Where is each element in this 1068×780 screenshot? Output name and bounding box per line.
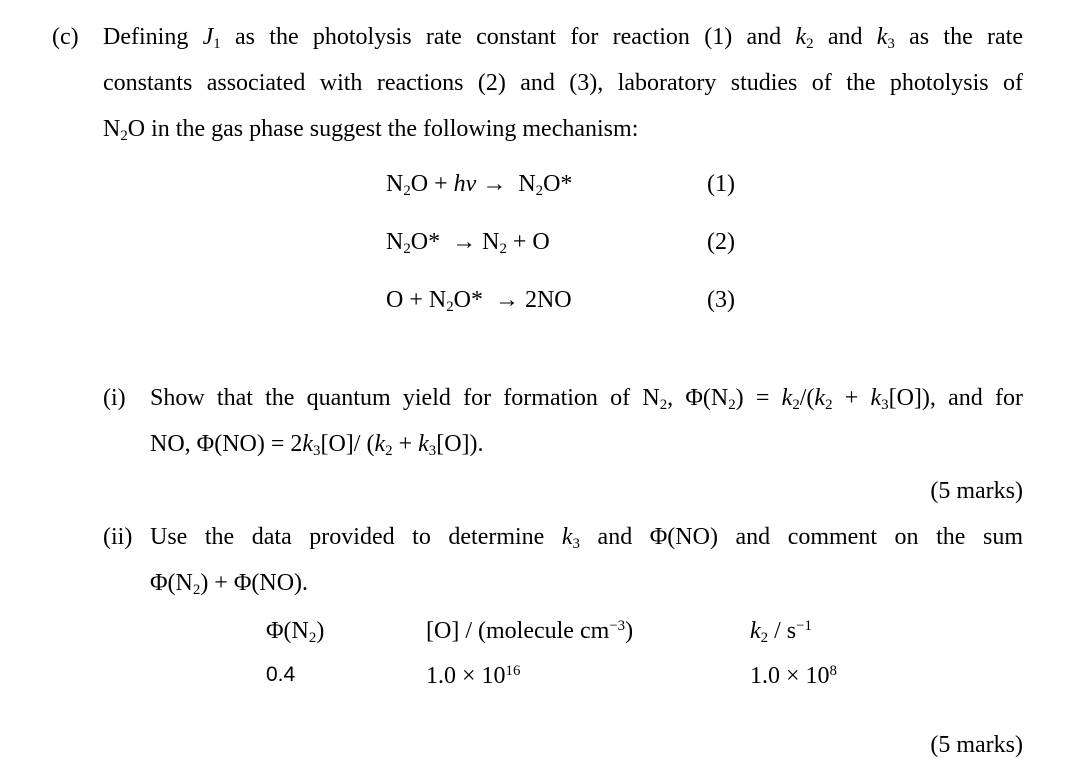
reaction-number: (3) xyxy=(707,287,735,313)
part-label: (c) xyxy=(52,24,79,50)
intro-line-3: $N_2O$ in the gas phase suggest the following mechanism: xyxy=(103,116,639,145)
table-header: $k_2 / s^{-1}$ xyxy=(750,617,812,647)
sub-i-line-2: NO, $\Phi(NO) = 2k_3[O]/$ $(k_2 + k_3[O])$. xyxy=(150,431,484,460)
sub-ii-line-2: $\Phi(N_2) + \Phi(NO)$. xyxy=(150,570,309,599)
table-cell: $1.0 \times 10^{16}$ xyxy=(426,662,521,689)
reaction-equation: $O + N_2O* \to 2NO$ xyxy=(386,287,572,316)
reaction-equation: $N_2O + h\nu \to N_2O*$ xyxy=(386,171,573,200)
table-header: $\Phi(N_2)$ xyxy=(266,618,325,647)
sub-label-ii: (ii) xyxy=(103,524,133,550)
table-cell: 0.4 xyxy=(266,663,296,686)
marks-i: (5 marks) xyxy=(930,478,1023,504)
sub-i-line-1: Show that the quantum yield for formation of $N_2$, $\Phi(N_2) = k_2/(k_2 + k_3[O])$, and for xyxy=(150,385,1023,414)
reaction-equation: $N_2O* \to N_2 + O$ xyxy=(386,229,550,258)
marks-ii: (5 marks) xyxy=(930,732,1023,758)
reaction-number: (2) xyxy=(707,229,735,255)
reaction-number: (1) xyxy=(707,171,735,197)
table-header: [O] / (molecule $cm^{-3}$) xyxy=(426,617,634,644)
intro-line-1: Defining $J_1$ as the photolysis rate constant for reaction (1) and $k_2$ and $k_3$ as the rate xyxy=(103,24,1024,53)
sub-label-i: (i) xyxy=(103,385,126,411)
sub-ii-line-1: Use the data provided to determine $k_3$ and Φ(NO) and comment on the sum xyxy=(150,524,1023,553)
table-cell: $1.0 \times 10^8$ xyxy=(750,662,837,689)
intro-line-2: constants associated with reactions (2) and (3), laboratory studies of the photolysis of xyxy=(103,70,1023,96)
